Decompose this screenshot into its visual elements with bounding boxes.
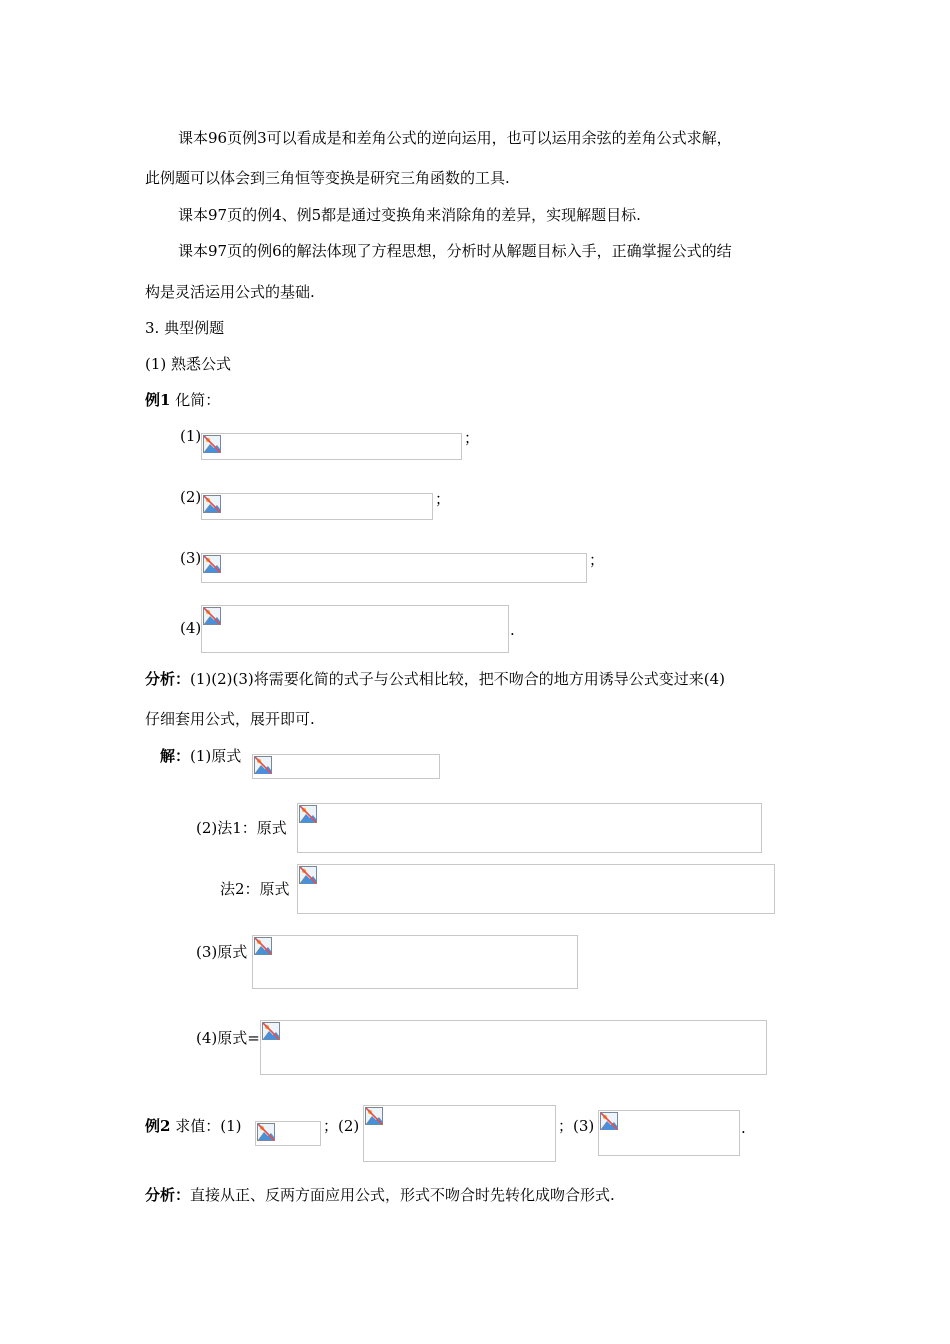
broken-image-icon xyxy=(254,937,272,955)
analysis-1-line-1 xyxy=(145,669,725,689)
formula-image xyxy=(252,754,440,779)
example-2-sep-1: ；(2) xyxy=(323,1117,360,1135)
example-1-item-1-tail: ； xyxy=(464,429,480,447)
formula-image xyxy=(201,493,433,520)
example-2-sep-2: ；(3) xyxy=(558,1117,595,1135)
formula-image xyxy=(201,553,587,583)
broken-image-icon xyxy=(254,756,272,774)
example-2-end: . xyxy=(741,1119,746,1137)
solution-4: (4)原式= xyxy=(196,1029,260,1047)
formula-image xyxy=(201,605,509,653)
broken-image-icon xyxy=(299,866,317,884)
example-1-item-3-number: (3) xyxy=(180,549,202,567)
example-1-item-3-tail: ； xyxy=(589,551,605,569)
broken-image-icon xyxy=(299,805,317,823)
formula-image xyxy=(252,935,578,989)
analysis-1-line-2: 仔细套用公式，展开即可. xyxy=(145,710,315,728)
solution-2-method-2: 法2：原式 xyxy=(220,880,290,898)
analysis-1-text: (1)(2)(3)将需要化简的式子与公式相比较，把不吻合的地方用诱导公式变过来(4) xyxy=(190,670,726,688)
solution-1 xyxy=(160,746,241,766)
analysis-2 xyxy=(145,1185,615,1205)
paragraph-2: 课本97页的例4、例5都是通过变换角来消除角的差异，实现解题目标. xyxy=(178,206,641,224)
example-1-item-4-tail: . xyxy=(510,621,515,639)
formula-image xyxy=(363,1105,556,1162)
example-1-text: 化简： xyxy=(175,391,221,409)
broken-image-icon xyxy=(203,607,221,625)
formula-image xyxy=(297,803,762,853)
formula-image xyxy=(598,1110,740,1156)
example-1-item-2-number: (2) xyxy=(180,488,202,506)
solution-2-method-1: (2)法1：原式 xyxy=(196,819,287,837)
broken-image-icon xyxy=(262,1022,280,1040)
broken-image-icon xyxy=(203,555,221,573)
formula-image xyxy=(260,1020,767,1075)
paragraph-3-line-1: 课本97页的例6的解法体现了方程思想，分析时从解题目标入手，正确掌握公式的结 xyxy=(178,242,732,260)
example-2-label: 例2 xyxy=(145,1117,171,1135)
broken-image-icon xyxy=(600,1112,618,1130)
solution-3: (3)原式 xyxy=(196,943,248,961)
formula-image xyxy=(201,433,462,460)
section-subtitle: (1) 熟悉公式 xyxy=(145,355,232,373)
example-1-label: 例1 xyxy=(145,391,171,409)
solution-label: 解： xyxy=(160,747,191,765)
analysis-1-label: 分析： xyxy=(145,670,191,688)
analysis-2-label: 分析： xyxy=(145,1186,191,1204)
example-1-heading xyxy=(145,390,220,410)
paragraph-3-line-2: 构是灵活运用公式的基础. xyxy=(145,283,315,301)
solution-1-text: (1)原式 xyxy=(190,747,242,765)
example-2-text: 求值：(1) xyxy=(175,1117,242,1135)
section-title: 3. 典型例题 xyxy=(145,319,225,337)
formula-image xyxy=(255,1121,321,1146)
paragraph-1-line-1: 课本96页例3可以看成是和差角公式的逆向运用，也可以运用余弦的差角公式求解， xyxy=(178,129,732,147)
formula-image xyxy=(297,864,775,914)
example-1-item-2-tail: ； xyxy=(435,490,451,508)
broken-image-icon xyxy=(203,495,221,513)
broken-image-icon xyxy=(365,1107,383,1125)
example-1-item-4-number: (4) xyxy=(180,619,202,637)
broken-image-icon xyxy=(203,435,221,453)
analysis-2-text: 直接从正、反两方面应用公式，形式不吻合时先转化成吻合形式. xyxy=(190,1186,615,1204)
broken-image-icon xyxy=(257,1123,275,1141)
example-2-heading xyxy=(145,1116,241,1136)
example-1-item-1-number: (1) xyxy=(180,427,202,445)
paragraph-1-line-2: 此例题可以体会到三角恒等变换是研究三角函数的工具. xyxy=(145,169,510,187)
